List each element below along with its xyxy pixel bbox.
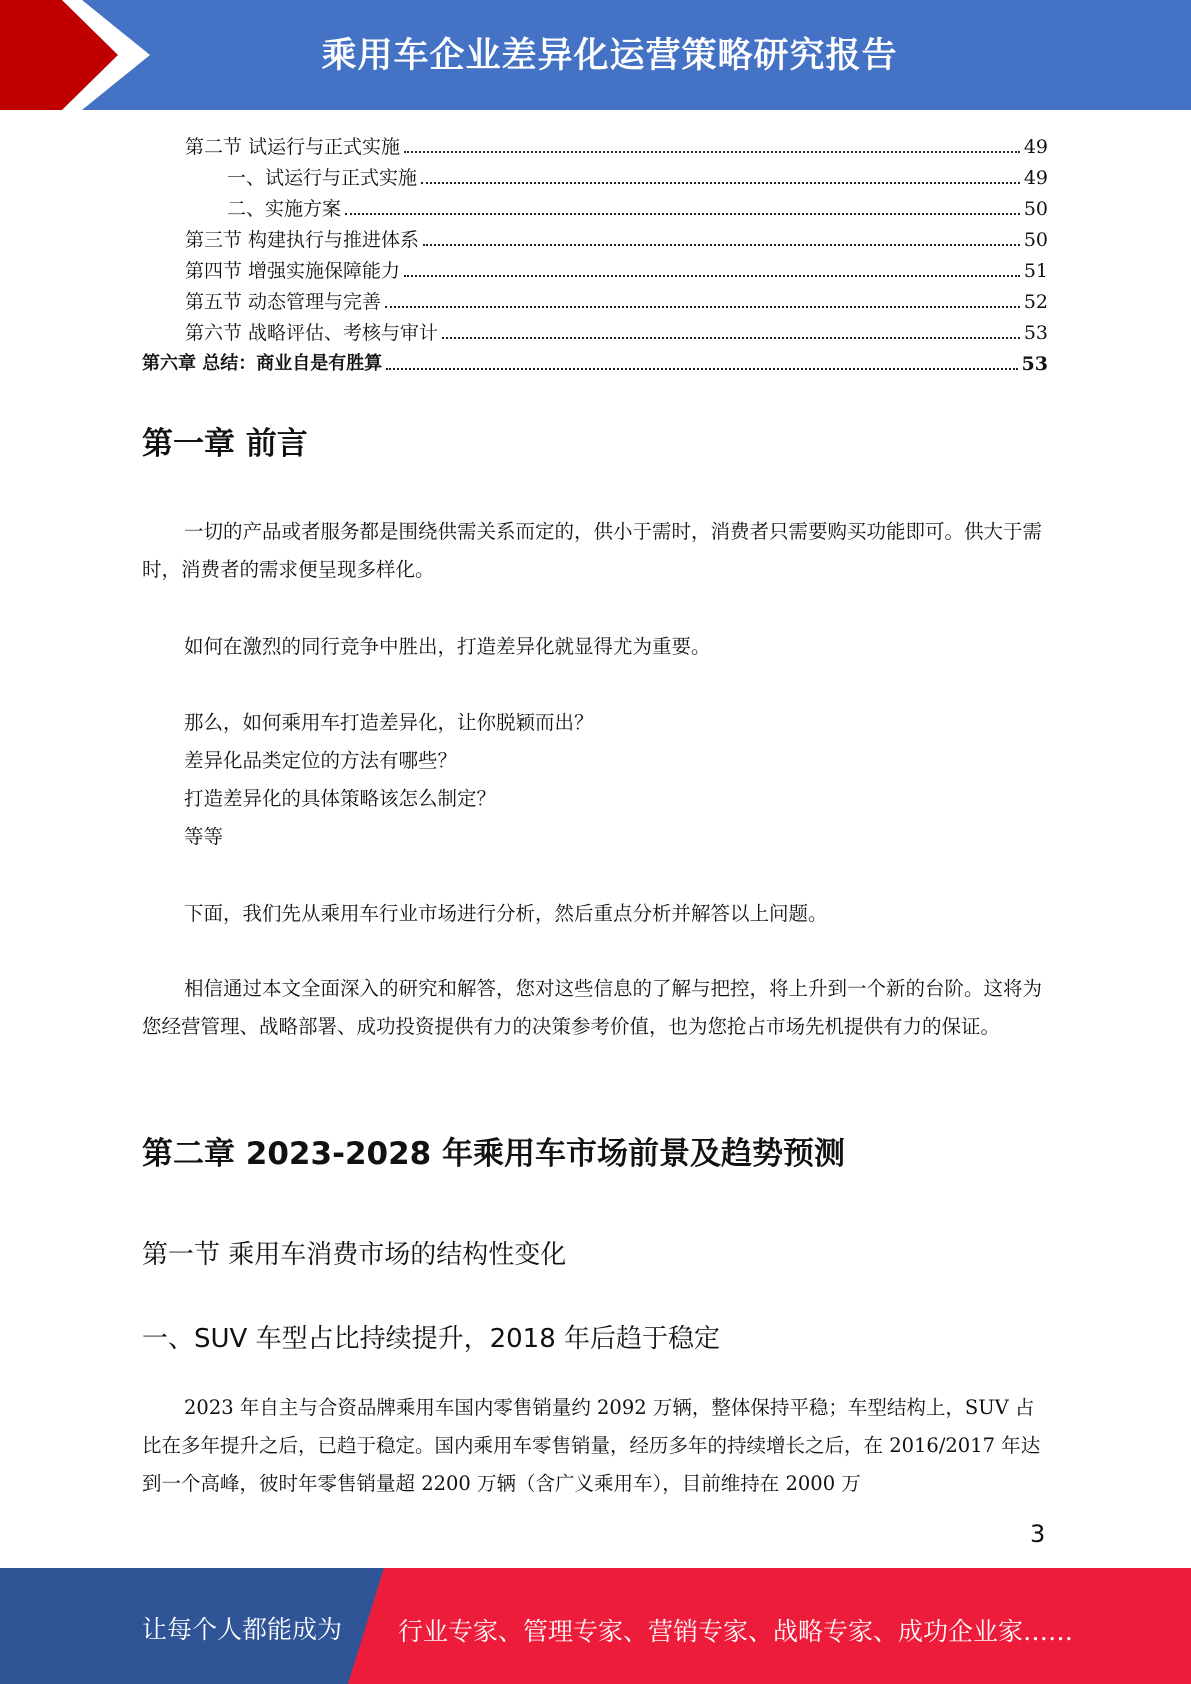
chapter-1-paragraph-3: 下面，我们先从乘用车行业市场进行分析，然后重点分析并解答以上问题。 <box>184 902 828 925</box>
toc-entry[interactable] <box>142 159 1048 190</box>
toc-entry[interactable] <box>142 128 1048 159</box>
toc-entry-page: 50 <box>1023 198 1048 220</box>
toc-entry-label: 一、试运行与正式实施 <box>227 167 418 189</box>
toc-entry[interactable] <box>142 345 1048 376</box>
chapter-1-question-4: 等等 <box>184 825 224 848</box>
chapter-1-question-2: 差异化品类定位的方法有哪些？ <box>184 749 458 772</box>
page-number: 3 <box>1030 1520 1046 1548</box>
footer-slogan-right: 行业专家、管理专家、营销专家、战略专家、成功企业家…… <box>398 1617 1074 1646</box>
toc-entry-label: 二、实施方案 <box>227 198 342 220</box>
footer-slogan-left: 让每个人都能成为 <box>142 1615 343 1644</box>
toc-entry-page: 49 <box>1023 136 1048 158</box>
toc-entry-label: 第二节 试运行与正式实施 <box>185 136 401 158</box>
toc-dot-leader <box>442 337 1020 339</box>
toc-entry-page: 53 <box>1023 322 1048 344</box>
toc-entry[interactable] <box>142 221 1048 252</box>
chapter-2-heading: 第二章 2023-2028 年乘用车市场前景及趋势预测 <box>142 1136 846 1172</box>
chapter-1-paragraph-2: 如何在激烈的同行竞争中胜出，打造差异化就显得尤为重要。 <box>184 635 711 658</box>
toc-dot-leader <box>386 368 1017 370</box>
chapter-1-heading: 第一章 前言 <box>142 426 308 462</box>
toc-entry[interactable] <box>142 283 1048 314</box>
chapter-1-paragraph-4: 相信通过本文全面深入的研究和解答，您对这些信息的了解与把控，将上升到一个新的台阶。这将为您经营管理、战略部署、成功投资提供有力的决策参考价值，也为您抢占市场先机提供有力的保证。 <box>142 977 1043 1038</box>
chapter-1-question-3: 打造差异化的具体策略该怎么制定？ <box>184 787 497 810</box>
toc-entry-label: 第四节 增强实施保障能力 <box>185 260 401 282</box>
toc-entry-label: 第三节 构建执行与推进体系 <box>185 229 420 251</box>
toc-entry[interactable] <box>142 190 1048 221</box>
toc-entry-page: 50 <box>1023 229 1048 251</box>
toc-entry[interactable] <box>142 314 1048 345</box>
toc-dot-leader <box>421 182 1020 184</box>
toc-entry-page: 51 <box>1023 260 1048 282</box>
toc-entry[interactable] <box>142 252 1048 283</box>
table-of-contents <box>142 128 1048 376</box>
toc-dot-leader <box>385 306 1020 308</box>
toc-entry-label: 第六节 战略评估、考核与审计 <box>185 322 439 344</box>
chapter-1-question-1: 那么，如何乘用车打造差异化，让你脱颖而出？ <box>184 711 594 734</box>
toc-entry-label: 第五节 动态管理与完善 <box>185 291 382 313</box>
toc-dot-leader <box>404 151 1020 153</box>
toc-entry-page: 53 <box>1021 353 1048 375</box>
footer-banner <box>0 1568 1191 1684</box>
toc-entry-page: 52 <box>1023 291 1048 313</box>
toc-dot-leader <box>345 213 1020 215</box>
toc-dot-leader <box>404 275 1020 277</box>
toc-entry-label: 第六章 总结：商业自是有胜算 <box>142 353 383 374</box>
header-banner <box>0 0 1191 110</box>
subsection-1-heading: 一、SUV 车型占比持续提升，2018 年后趋于稳定 <box>142 1324 721 1354</box>
section-1-heading: 第一节 乘用车消费市场的结构性变化 <box>142 1240 567 1270</box>
chapter-2-paragraph-1: 2023 年自主与合资品牌乘用车国内零售销量约 2092 万辆，整体保持平稳；车型结构上，SUV 占比在多年提升之后，已趋于稳定。国内乘用车零售销量，经历多年的持续增长之后，在 2016/2017 年达到一个高峰，彼时年零售销量超 2200 万辆（含广义乘用车），目前维持在 2000 万 <box>142 1396 1041 1495</box>
chapter-1-paragraph-1: 一切的产品或者服务都是围绕供需关系而定的，供小于需时，消费者只需要购买功能即可。供大于需时，消费者的需求便呈现多样化。 <box>142 520 1043 581</box>
toc-entry-page: 49 <box>1023 167 1048 189</box>
report-title: 乘用车企业差异化运营策略研究报告 <box>321 36 898 76</box>
toc-dot-leader <box>423 244 1020 246</box>
